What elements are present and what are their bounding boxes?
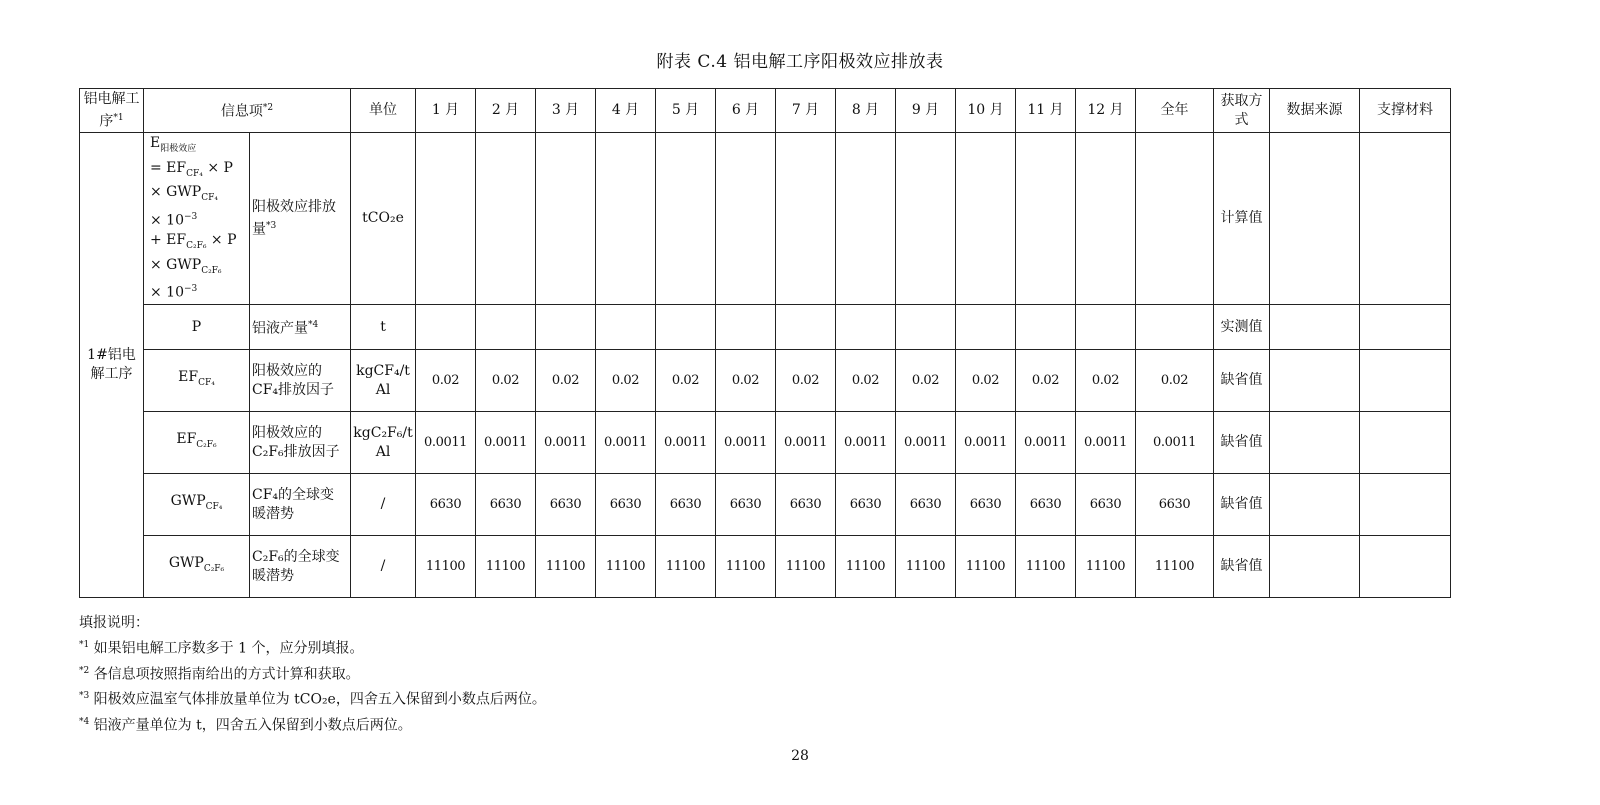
month-value xyxy=(1076,305,1136,350)
month-value xyxy=(716,133,776,305)
formula-term-tail: × P xyxy=(206,231,237,248)
formula-cell xyxy=(144,133,250,305)
support-material-cell[interactable] xyxy=(1360,133,1451,305)
month-value xyxy=(656,305,716,350)
page-number: 28 xyxy=(791,748,809,764)
month-value: 11100 xyxy=(1076,536,1136,598)
month-value: 0.02 xyxy=(836,350,896,412)
month-value xyxy=(596,133,656,305)
unit-cell: tCO₂e xyxy=(351,133,416,305)
month-value: 11100 xyxy=(836,536,896,598)
month-value xyxy=(836,305,896,350)
month-value: 6630 xyxy=(1076,474,1136,536)
method-cell: 缺省值 xyxy=(1214,350,1270,412)
item-name: 阳极效应的C₂F₆排放因子 xyxy=(252,424,340,460)
month-value: 0.02 xyxy=(776,350,836,412)
unit-cell: kgCF₄/t Al xyxy=(351,350,416,412)
data-source-cell[interactable] xyxy=(1270,133,1360,305)
note-text: 如果铝电解工序数多于 1 个，应分别填报。 xyxy=(89,640,364,657)
table-row xyxy=(80,536,1451,598)
formula-term: × 10 xyxy=(150,212,184,229)
month-value xyxy=(476,305,536,350)
header-row xyxy=(80,89,1451,133)
month-value: 0.02 xyxy=(596,350,656,412)
month-value xyxy=(716,305,776,350)
month-value: 0.02 xyxy=(1016,350,1076,412)
month-value: 0.0011 xyxy=(836,412,896,474)
month-value xyxy=(1016,133,1076,305)
month-value: 6630 xyxy=(776,474,836,536)
month-value xyxy=(956,305,1016,350)
header-month: 1 月 xyxy=(416,89,476,133)
item-name: 铝液产量 xyxy=(252,320,308,337)
formula-term: + EF xyxy=(150,231,187,248)
month-value: 11100 xyxy=(896,536,956,598)
month-value: 0.02 xyxy=(536,350,596,412)
header-process xyxy=(80,89,144,133)
month-value: 11100 xyxy=(716,536,776,598)
header-month: 9 月 xyxy=(896,89,956,133)
month-value: 11100 xyxy=(1016,536,1076,598)
note-item xyxy=(79,660,546,686)
header-month: 6 月 xyxy=(716,89,776,133)
notes-heading: 填报说明： xyxy=(79,615,149,631)
symbol-cell xyxy=(144,350,250,412)
month-value: 11100 xyxy=(956,536,1016,598)
data-source-cell[interactable] xyxy=(1270,536,1360,598)
formula-exponent: −3 xyxy=(184,212,198,223)
month-value: 6630 xyxy=(896,474,956,536)
month-value: 0.0011 xyxy=(596,412,656,474)
month-value: 0.0011 xyxy=(1076,412,1136,474)
support-material-cell[interactable] xyxy=(1360,305,1451,350)
unit-cell: / xyxy=(351,474,416,536)
table-row xyxy=(80,474,1451,536)
symbol: GWP xyxy=(168,555,204,572)
item-name-cell xyxy=(250,133,351,305)
month-value: 0.0011 xyxy=(536,412,596,474)
formula-exponent: −3 xyxy=(184,284,198,295)
month-value: 0.0011 xyxy=(1016,412,1076,474)
month-value: 6630 xyxy=(956,474,1016,536)
month-value xyxy=(656,133,716,305)
table-row xyxy=(80,305,1451,350)
note-text: 铝液产量单位为 t，四舍五入保留到小数点后两位。 xyxy=(89,717,412,734)
month-value xyxy=(476,133,536,305)
item-name-cell xyxy=(250,536,351,598)
header-month: 12 月 xyxy=(1076,89,1136,133)
month-value: 0.0011 xyxy=(656,412,716,474)
month-value: 6630 xyxy=(1016,474,1076,536)
header-month: 7 月 xyxy=(776,89,836,133)
header-year: 全年 xyxy=(1136,89,1214,133)
data-source-cell[interactable] xyxy=(1270,350,1360,412)
formula-line xyxy=(150,231,247,256)
symbol: GWP xyxy=(170,493,206,510)
month-value: 0.02 xyxy=(716,350,776,412)
data-source-cell[interactable] xyxy=(1270,412,1360,474)
symbol-cell xyxy=(144,474,250,536)
month-value: 6630 xyxy=(716,474,776,536)
year-value xyxy=(1136,133,1214,305)
month-value: 11100 xyxy=(596,536,656,598)
item-name: C₂F₆的全球变暖潜势 xyxy=(252,548,340,584)
note-item xyxy=(79,711,546,737)
formula-line xyxy=(150,183,247,208)
month-value xyxy=(896,133,956,305)
month-value xyxy=(776,133,836,305)
month-value: 11100 xyxy=(776,536,836,598)
month-value: 0.02 xyxy=(896,350,956,412)
month-value: 0.0011 xyxy=(416,412,476,474)
symbol-subscript: CF₄ xyxy=(198,377,215,388)
year-value: 11100 xyxy=(1136,536,1214,598)
formula-term-tail: × P xyxy=(202,159,233,176)
method-cell: 实测值 xyxy=(1214,305,1270,350)
symbol: EF xyxy=(176,431,197,448)
header-month: 4 月 xyxy=(596,89,656,133)
month-value xyxy=(956,133,1016,305)
formula-subscript: CF₄ xyxy=(201,193,218,204)
header-process-label: 铝电解工序 xyxy=(83,90,140,130)
item-name: 阳极效应排放量 xyxy=(252,198,336,238)
formula-subscript: C₂F₆ xyxy=(186,240,207,251)
symbol-cell xyxy=(144,536,250,598)
support-material-cell[interactable] xyxy=(1360,350,1451,412)
note-mark: *1 xyxy=(79,640,90,650)
table-row xyxy=(80,412,1451,474)
formula-line xyxy=(150,256,247,281)
month-value: 11100 xyxy=(656,536,716,598)
support-material-cell[interactable] xyxy=(1360,474,1451,536)
year-value xyxy=(1136,305,1214,350)
formula-term: × 10 xyxy=(150,285,184,302)
symbol-cell xyxy=(144,412,250,474)
header-month: 5 月 xyxy=(656,89,716,133)
header-month: 11 月 xyxy=(1016,89,1076,133)
header-month: 8 月 xyxy=(836,89,896,133)
formula-line xyxy=(150,280,247,303)
symbol-subscript: C₂F₆ xyxy=(203,563,225,574)
item-name-cell xyxy=(250,305,351,350)
formula-line xyxy=(150,159,247,184)
method-cell: 缺省值 xyxy=(1214,536,1270,598)
month-value xyxy=(536,305,596,350)
month-value: 0.02 xyxy=(416,350,476,412)
process-name: 1#铝电解工序 xyxy=(87,347,136,382)
month-value xyxy=(896,305,956,350)
month-value: 11100 xyxy=(536,536,596,598)
item-name-cell xyxy=(250,350,351,412)
item-name-cell xyxy=(250,412,351,474)
symbol-subscript: CF₄ xyxy=(205,501,223,512)
month-value: 11100 xyxy=(476,536,536,598)
header-source: 数据来源 xyxy=(1270,89,1360,133)
method-cell: 缺省值 xyxy=(1214,474,1270,536)
month-value: 0.02 xyxy=(476,350,536,412)
month-value: 0.02 xyxy=(1076,350,1136,412)
month-value: 0.0011 xyxy=(776,412,836,474)
unit-cell: t xyxy=(351,305,416,350)
process-name-cell xyxy=(80,133,144,598)
month-value: 6630 xyxy=(536,474,596,536)
header-support: 支撑材料 xyxy=(1360,89,1451,133)
month-value: 0.0011 xyxy=(476,412,536,474)
unit-cell: kgC₂F₆/t Al xyxy=(351,412,416,474)
note-mark: *3 xyxy=(79,691,90,702)
method-cell: 缺省值 xyxy=(1214,412,1270,474)
header-info xyxy=(144,89,351,133)
month-value: 0.0011 xyxy=(716,412,776,474)
symbol: EF xyxy=(178,369,199,386)
note-mark: *2 xyxy=(79,665,90,676)
formula-line xyxy=(150,134,247,159)
month-value xyxy=(836,133,896,305)
header-info-label: 信息项 xyxy=(220,103,263,120)
month-value: 0.02 xyxy=(656,350,716,412)
month-value xyxy=(776,305,836,350)
header-month: 3 月 xyxy=(536,89,596,133)
note-item xyxy=(79,685,546,711)
note-text: 阳极效应温室气体排放量单位为 tCO₂e，四舍五入保留到小数点后两位。 xyxy=(89,691,546,708)
item-name-cell xyxy=(250,474,351,536)
table-title: 附表 C.4 铝电解工序阳极效应排放表 xyxy=(656,52,944,72)
formula-line xyxy=(150,208,247,231)
data-source-cell[interactable] xyxy=(1270,305,1360,350)
month-value xyxy=(596,305,656,350)
table-row xyxy=(80,350,1451,412)
header-unit: 单位 xyxy=(351,89,416,133)
symbol-cell xyxy=(144,305,250,350)
note-mark: *4 xyxy=(79,716,90,727)
month-value xyxy=(416,305,476,350)
header-month: 2 月 xyxy=(476,89,536,133)
formula-term: E xyxy=(150,134,161,151)
unit-cell: / xyxy=(351,536,416,598)
data-source-cell[interactable] xyxy=(1270,474,1360,536)
formula-subscript: CF₄ xyxy=(186,168,203,179)
table-row xyxy=(80,133,1451,305)
formula-subscript: 阳极效应 xyxy=(160,143,197,154)
support-material-cell[interactable] xyxy=(1360,412,1451,474)
note-item xyxy=(79,634,546,660)
month-value: 0.02 xyxy=(956,350,1016,412)
header-info-footnote: *2 xyxy=(262,103,274,114)
notes xyxy=(79,612,546,737)
support-material-cell[interactable] xyxy=(1360,536,1451,598)
month-value xyxy=(1016,305,1076,350)
item-footnote: *4 xyxy=(308,319,319,330)
month-value: 6630 xyxy=(596,474,656,536)
month-value xyxy=(1076,133,1136,305)
header-process-footnote: *1 xyxy=(113,112,124,123)
symbol-subscript: C₂F₆ xyxy=(196,439,217,450)
month-value xyxy=(536,133,596,305)
header-method: 获取方式 xyxy=(1214,89,1270,133)
anode-effect-emission-table xyxy=(79,88,1451,598)
month-value: 6630 xyxy=(836,474,896,536)
month-value: 0.0011 xyxy=(896,412,956,474)
month-value: 6630 xyxy=(416,474,476,536)
year-value: 0.0011 xyxy=(1136,412,1214,474)
item-name: 阳极效应的CF₄排放因子 xyxy=(252,362,335,398)
year-value: 6630 xyxy=(1136,474,1214,536)
month-value: 11100 xyxy=(416,536,476,598)
formula-term: × GWP xyxy=(150,256,202,273)
method-cell: 计算值 xyxy=(1214,133,1270,305)
formula-subscript: C₂F₆ xyxy=(201,265,222,276)
symbol: P xyxy=(191,318,202,335)
month-value: 6630 xyxy=(656,474,716,536)
formula-term: = EF xyxy=(150,159,187,176)
formula-term: × GWP xyxy=(150,184,202,201)
month-value: 6630 xyxy=(476,474,536,536)
item-name: CF₄的全球变暖潜势 xyxy=(252,486,335,522)
note-text: 各信息项按照指南给出的方式计算和获取。 xyxy=(89,666,360,683)
header-month: 10 月 xyxy=(956,89,1016,133)
month-value: 0.0011 xyxy=(956,412,1016,474)
month-value xyxy=(416,133,476,305)
item-footnote: *3 xyxy=(266,220,277,231)
year-value: 0.02 xyxy=(1136,350,1214,412)
